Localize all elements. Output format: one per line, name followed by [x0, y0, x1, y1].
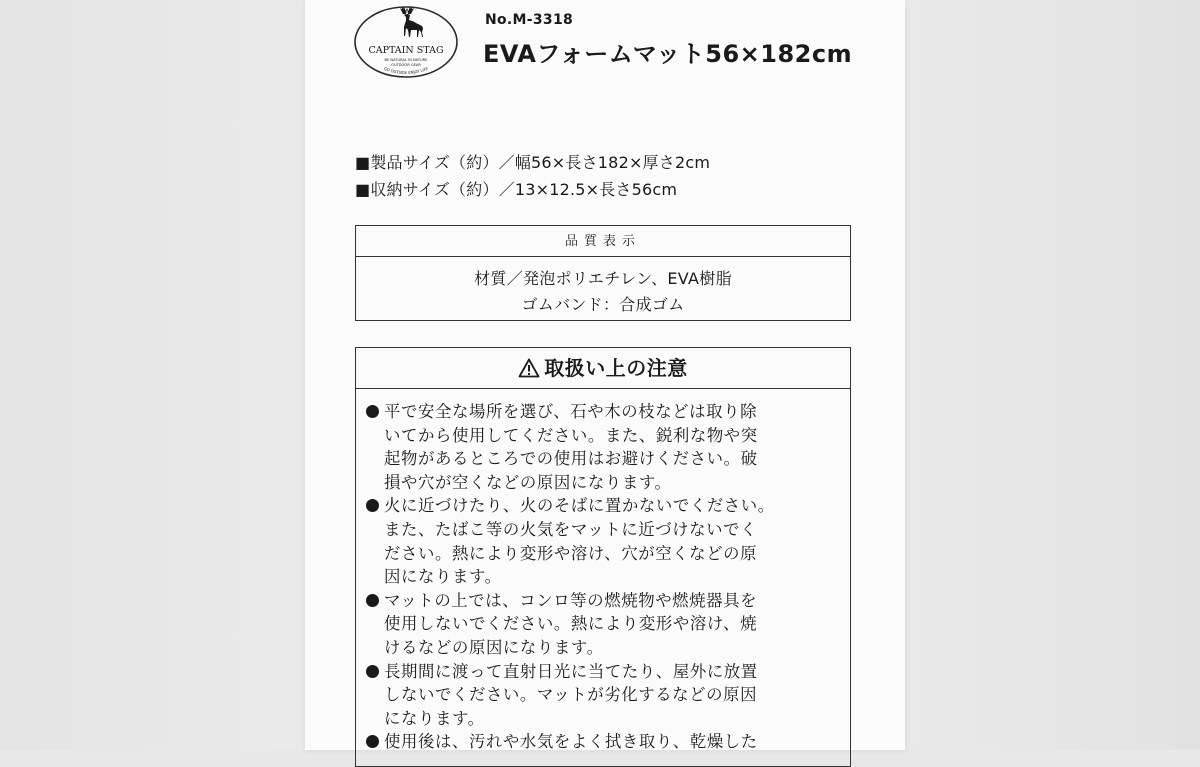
model-number: No.M-3318	[485, 12, 574, 28]
caution-item: 火に近づけたり、火のそばに置かないでください。 また、たばこ等の火気をマットに近づけないでく ださい。熱により変形や溶け、穴が空くなどの原 因になります。	[364, 494, 846, 588]
product-size-spec: ■製品サイズ（約）／幅56×長さ182×厚さ2cm	[355, 153, 711, 172]
storage-size-spec: ■収納サイズ（約）／13×12.5×長さ56cm	[355, 180, 678, 199]
background-left	[0, 0, 305, 750]
bullet-icon	[366, 594, 379, 607]
warning-triangle-icon	[518, 351, 540, 391]
background-right	[905, 0, 1200, 750]
quality-label-title: 品質表示	[356, 226, 850, 257]
caution-item: 使用後は、汚れや水気をよく拭き取り、乾燥した	[364, 730, 846, 754]
svg-text:GO OUTSIDE ENJOY LIFE: GO OUTSIDE ENJOY LIFE	[383, 65, 429, 76]
caution-item: 平で安全な場所を選び、石や木の枝などは取り除 いてから使用してください。また、鋭利な物や突 起物があるところでの使用はお避けください。破 損や穴が空くなどの原因になります。	[364, 400, 846, 494]
svg-text:OUTDOOR GEAR: OUTDOOR GEAR	[391, 63, 421, 67]
product-label-sheet	[305, 0, 905, 750]
svg-text:CAPTAIN STAG: CAPTAIN STAG	[368, 45, 444, 56]
product-title: EVAフォームマット56×182cm	[483, 40, 853, 68]
bullet-icon	[366, 405, 379, 418]
caution-title: 取扱い上の注意	[544, 356, 688, 380]
caution-list	[364, 400, 846, 754]
bullet-icon	[366, 499, 379, 512]
svg-text:BE NATURAL IN NATURE: BE NATURAL IN NATURE	[384, 58, 428, 62]
bullet-icon	[366, 735, 379, 748]
quality-label-box	[355, 225, 851, 321]
caution-item: 長期間に渡って直射日光に当てたり、屋外に放置 しないでください。マットが劣化するなどの原因 になります。	[364, 660, 846, 731]
bullet-icon	[366, 665, 379, 678]
band-material-line: ゴムバンド：合成ゴム	[521, 295, 685, 314]
stag-icon	[400, 6, 423, 37]
material-line: 材質／発泡ポリエチレン、EVA樹脂	[474, 269, 732, 288]
captain-stag-logo	[353, 4, 459, 80]
handling-caution-box	[355, 347, 851, 767]
caution-header	[356, 348, 850, 389]
caution-item: マットの上では、コンロ等の燃焼物や燃焼器具を 使用しないでください。熱により変形や溶け、焼 けるなどの原因になります。	[364, 589, 846, 660]
